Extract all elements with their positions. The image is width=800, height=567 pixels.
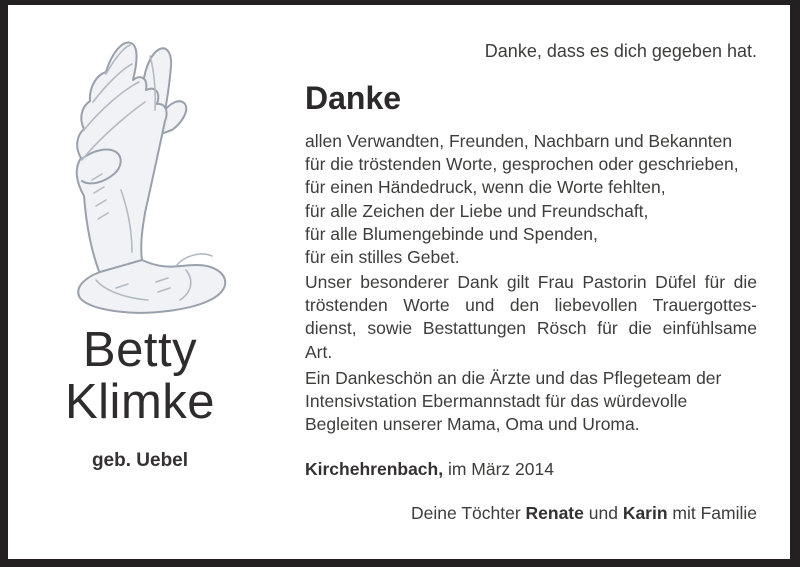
text-line: dienst, sowie Bestattungen Rösch für die einfühlsame (305, 318, 757, 339)
deceased-last-name: Klimke (64, 375, 216, 429)
signature-suffix: mit Familie (667, 503, 757, 523)
text-line: Unser besonderer Dank gilt Frau Pastorin Düfel für die (305, 272, 757, 292)
care-thanks-paragraph (305, 367, 757, 437)
text-line: für alle Zeichen der Liebe und Freundschaft, (305, 200, 649, 221)
praying-hands-icon (26, 30, 248, 322)
text-line: Art. (305, 341, 333, 362)
text-line: für die tröstenden Worte, gesprochen oder geschrieben, (305, 154, 739, 175)
deceased-name-block (28, 324, 252, 472)
text-line: Intensivstation Ebermannstadt für das würdevolle (305, 391, 688, 412)
date-text: im März 2014 (443, 459, 554, 479)
signature-line (305, 502, 757, 525)
deceased-first-name: Betty (82, 323, 198, 377)
signature-conjunction: und (583, 503, 623, 523)
praying-hands-image (26, 30, 248, 322)
text-line: Ein Dankeschön an die Ärzte und das Pflegeteam der (305, 368, 722, 388)
text-line: tröstenden Worte und den liebevollen Trauergottes- (305, 295, 757, 316)
maiden-name: geb. Uebel (91, 450, 189, 471)
signature-prefix: Deine Töchter (411, 503, 526, 523)
text-line: Begleiten unserer Mama, Oma und Uroma. (305, 414, 640, 435)
place-date-line (305, 458, 757, 481)
special-thanks-paragraph (305, 271, 757, 364)
text-line: für einen Händedruck, wenn die Worte fehlten, (305, 177, 666, 198)
tagline: Danke, dass es dich gegeben hat. (484, 41, 757, 61)
text-line: allen Verwandten, Freunden, Nachbarn und Bekannten (305, 131, 733, 151)
daughter-name-2: Karin (622, 503, 668, 523)
notice-heading: Danke (305, 80, 402, 116)
place-name: Kirchehrenbach, (305, 459, 444, 479)
daughter-name-1: Renate (525, 503, 584, 523)
text-line: für ein stilles Gebet. (305, 247, 460, 268)
text-line: für alle Blumengebinde und Spenden, (305, 223, 598, 244)
thanks-paragraph (305, 130, 757, 269)
